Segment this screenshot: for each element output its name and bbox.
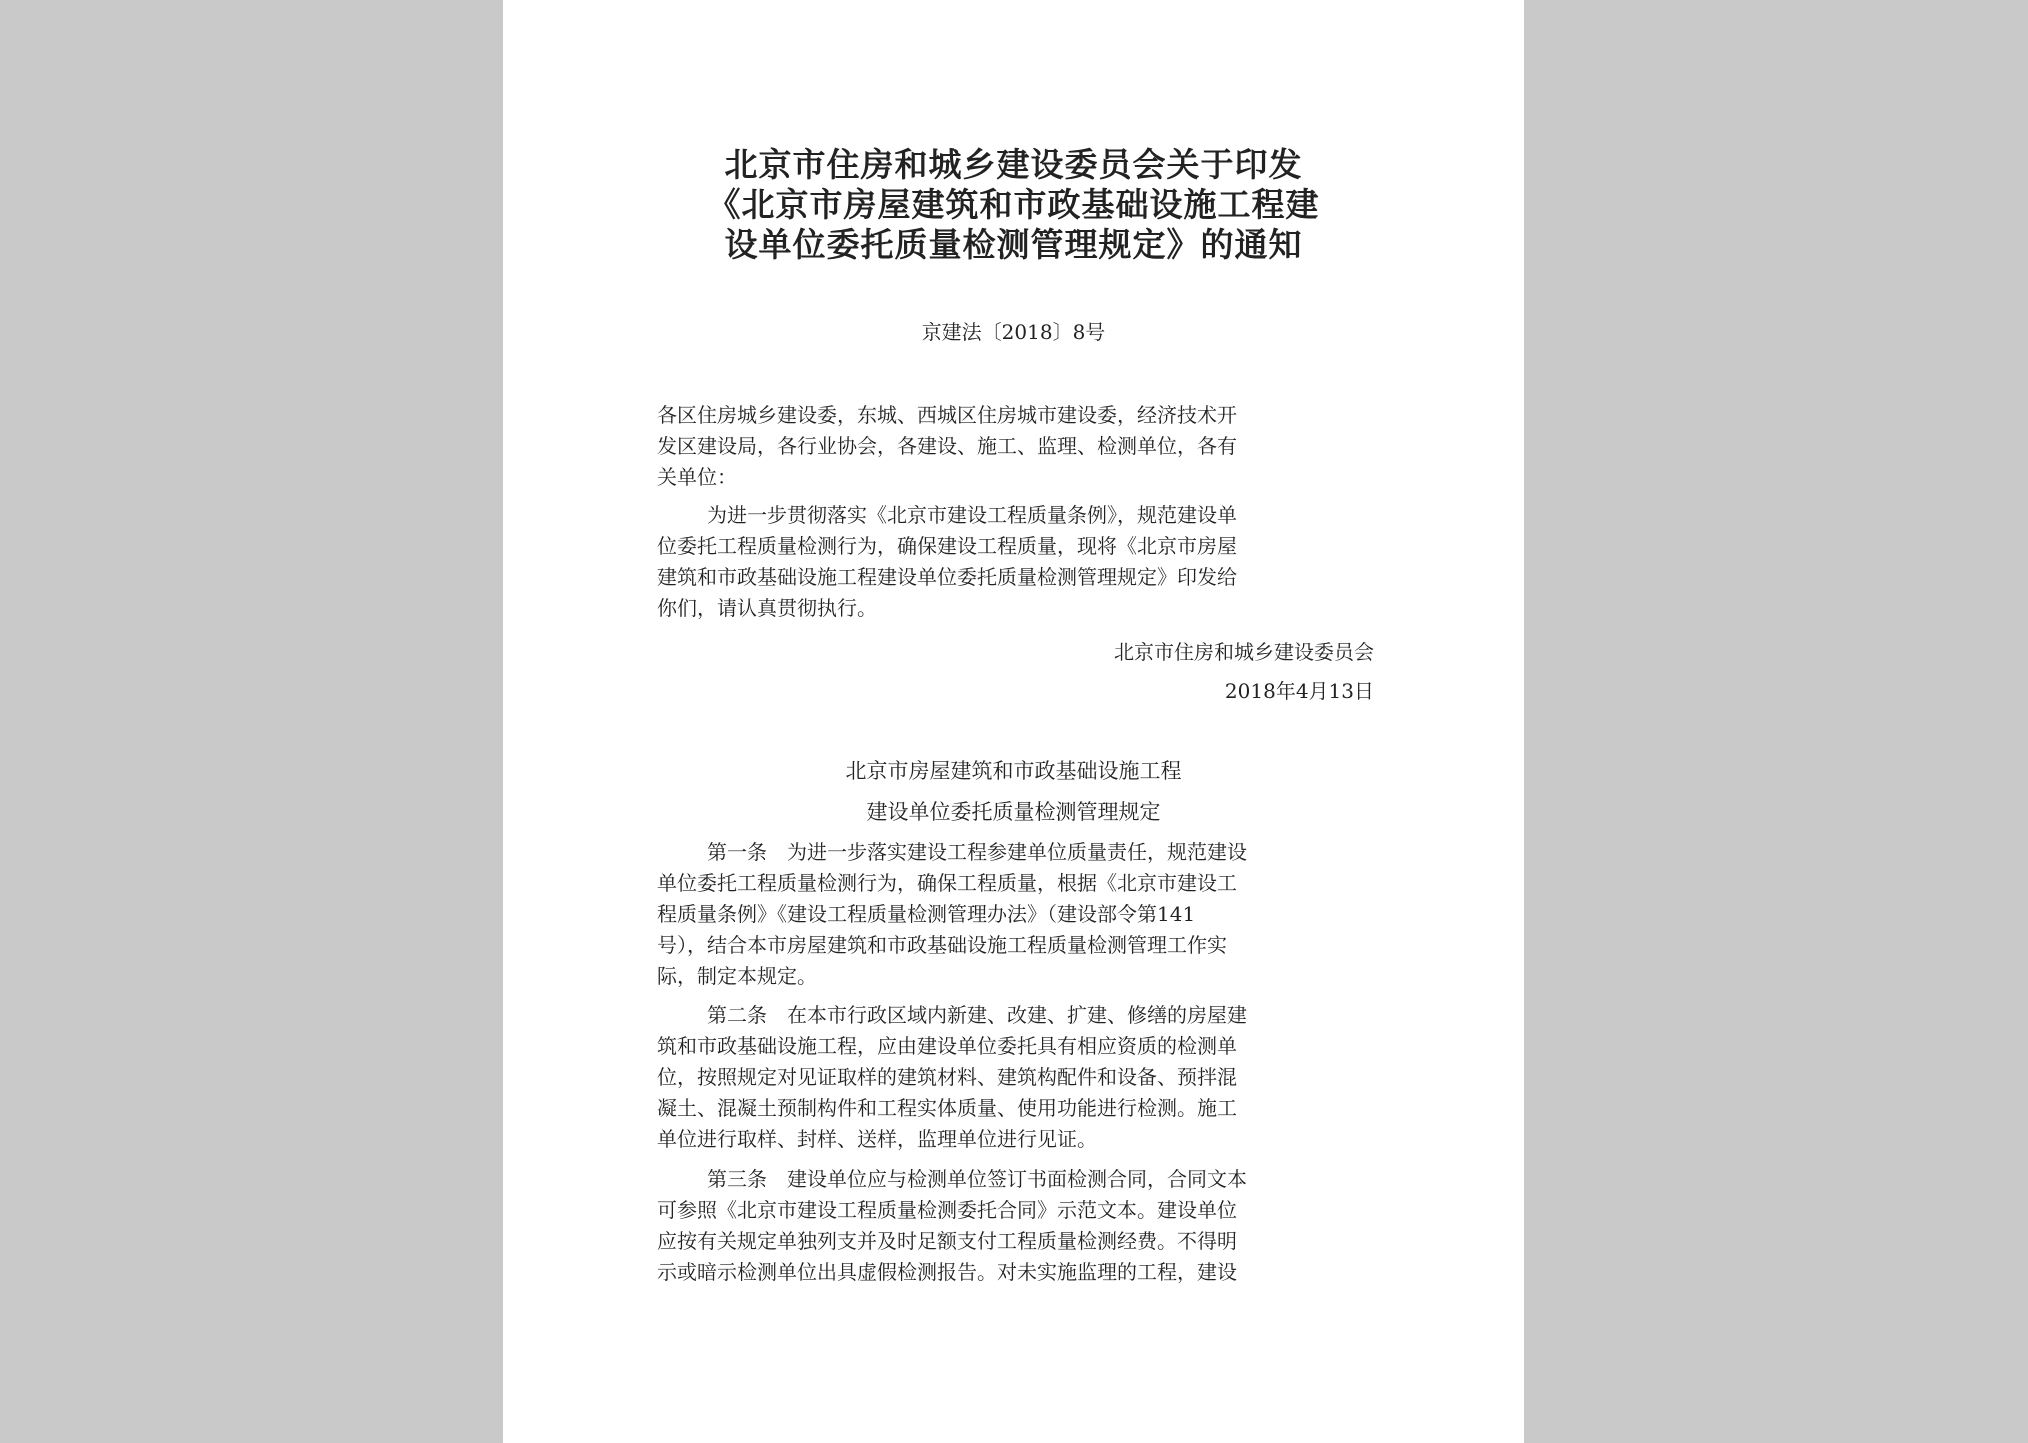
signature-date: 2018年4月13日 [1224, 679, 1374, 703]
text-line: 你们，请认真贯彻执行。 [657, 596, 877, 620]
text-line [657, 837, 1359, 868]
text-line: 号），结合本市房屋建筑和市政基础设施工程质量检测管理工作实 [657, 933, 1227, 957]
text-line: 发区建设局，各行业协会，各建设、施工、监理、检测单位，各有 [657, 434, 1237, 458]
text-line: 位委托工程质量检测行为，确保建设工程质量，现将《北京市房屋 [657, 534, 1237, 558]
regulation-title-line: 北京市房屋建筑和市政基础设施工程 [845, 759, 1182, 783]
text-line: 各区住房城乡建设委，东城、西城区住房城市建设委，经济技术开 [657, 403, 1237, 427]
text-line: 为进一步贯彻落实《北京市建设工程质量条例》，规范建设单 [707, 503, 1237, 527]
text-line: 应按有关规定单独列支并及时足额支付工程质量检测经费。不得明 [657, 1229, 1237, 1253]
article-label: 第二条 [707, 1003, 767, 1027]
article-1 [657, 837, 1359, 992]
article-text: 在本市行政区域内新建、改建、扩建、修缮的房屋建 [787, 1003, 1247, 1027]
article-label: 第一条 [707, 840, 767, 864]
article-2 [657, 1000, 1359, 1155]
document-number: 京建法〔2018〕8号 [921, 320, 1106, 344]
text-line: 际，制定本规定。 [657, 964, 817, 988]
document-title [503, 145, 1524, 265]
article-text: 建设单位应与检测单位签订书面检测合同，合同文本 [787, 1167, 1247, 1191]
addressee-paragraph [657, 400, 1359, 493]
text-line [657, 1164, 1359, 1195]
text-line: 建筑和市政基础设施工程建设单位委托质量检测管理规定》印发给 [657, 565, 1237, 589]
text-line: 单位进行取样、封样、送样，监理单位进行见证。 [657, 1127, 1097, 1151]
signature-organization: 北京市住房和城乡建设委员会 [1114, 640, 1374, 664]
text-line [657, 1000, 1359, 1031]
text-line: 位，按照规定对见证取样的建筑材料、建筑构配件和设备、预拌混 [657, 1065, 1237, 1089]
text-line: 可参照《北京市建设工程质量检测委托合同》示范文本。建设单位 [657, 1198, 1237, 1222]
title-line: 《北京市房屋建筑和市政基础设施工程建 [707, 185, 1320, 224]
title-line: 设单位委托质量检测管理规定》的通知 [724, 225, 1303, 264]
regulation-title-line: 建设单位委托质量检测管理规定 [866, 800, 1161, 824]
article-text: 为进一步落实建设工程参建单位质量责任，规范建设 [787, 840, 1247, 864]
title-line: 北京市住房和城乡建设委员会关于印发 [724, 145, 1303, 184]
text-line: 筑和市政基础设施工程，应由建设单位委托具有相应资质的检测单 [657, 1034, 1237, 1058]
notice-paragraph [657, 500, 1359, 624]
text-line: 凝土、混凝土预制构件和工程实体质量、使用功能进行检测。施工 [657, 1096, 1237, 1120]
text-line: 程质量条例》《建设工程质量检测管理办法》（建设部令第141 [657, 902, 1196, 926]
text-line: 关单位： [657, 465, 737, 489]
text-line: 示或暗示检测单位出具虚假检测报告。对未实施监理的工程，建设 [657, 1260, 1237, 1284]
article-label: 第三条 [707, 1167, 767, 1191]
article-3 [657, 1164, 1359, 1288]
document-page [503, 0, 1524, 1443]
text-line: 单位委托工程质量检测行为，确保工程质量，根据《北京市建设工 [657, 871, 1237, 895]
